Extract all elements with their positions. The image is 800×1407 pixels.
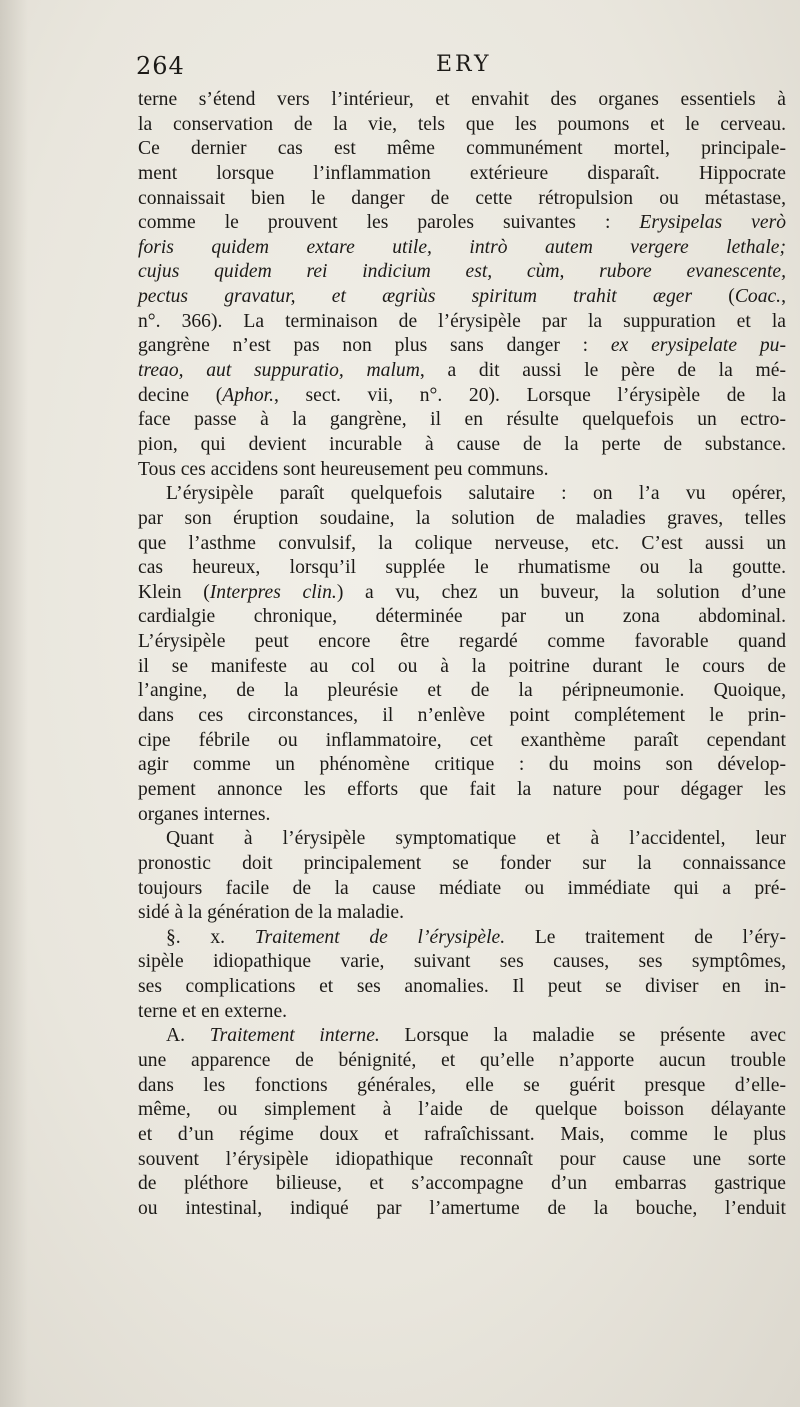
italic-text: treao, aut suppuratio, malum <box>138 360 420 382</box>
text-segment: Le traitement de l’éry- <box>505 926 786 948</box>
text-segment: ment lorsque l’inflammation extérieure disparaît. Hippocrate <box>138 162 786 184</box>
text-segment: que l’asthme convulsif, la colique nerveuse, etc. C’est aussi un <box>138 532 786 554</box>
text-segment: pement annonce les efforts que fait la nature pour dégager les <box>138 778 786 800</box>
text-segment: , sect. vii, n°. 20). Lorsque l’érysipèle de la <box>274 384 786 406</box>
text-segment: cipe fébrile ou inflammatoire, cet exanthème paraît cependant <box>138 729 786 751</box>
text-line <box>138 1123 786 1148</box>
text-segment: par son éruption soudaine, la solution de maladies graves, telles <box>138 507 786 529</box>
text-segment: Quant à l’érysipèle symptomatique et à l’accidentel, leur <box>166 828 786 850</box>
text-segment: decine ( <box>138 384 223 406</box>
text-segment: §. x. <box>166 926 255 948</box>
text-segment: terne s’étend vers l’intérieur, et envahit des organes essentiels à <box>138 89 786 110</box>
text-segment: Klein ( <box>138 581 210 603</box>
running-head: ERY <box>436 52 492 77</box>
text-line <box>138 162 786 187</box>
text-segment: ou intestinal, indiqué par l’amertume de la bouche, l’enduit <box>138 1197 786 1219</box>
text-segment: A. <box>166 1025 210 1047</box>
page-header <box>136 52 786 84</box>
text-segment: , <box>781 286 786 308</box>
text-line <box>138 729 786 754</box>
text-segment: la conservation de la vie, tels que les poumons et le cerveau. <box>138 113 786 135</box>
text-segment: dans les fonctions générales, elle se guérit presque d’elle- <box>138 1074 786 1096</box>
text-segment: terne et en externe. <box>138 1000 288 1022</box>
text-line <box>138 384 786 409</box>
text-line <box>138 877 786 902</box>
text-line <box>138 236 786 261</box>
text-segment: n°. 366). La terminaison de l’érysipèle par la suppuration et la <box>138 310 786 332</box>
page-gutter-shadow <box>0 0 28 1407</box>
text-segment: Ce dernier cas est même communément mortel, principale- <box>138 138 786 160</box>
text-segment: gangrène n’est pas non plus sans danger : <box>138 335 611 357</box>
text-segment: l’angine, de la pleurésie et de la péripneumonie. Quoique, <box>138 680 786 702</box>
text-segment: sipèle idiopathique varie, suivant ses causes, ses symptômes, <box>138 951 786 973</box>
text-line <box>138 605 786 630</box>
text-line <box>138 433 786 458</box>
text-segment: pion, qui devient incurable à cause de la perte de substance. <box>138 433 786 455</box>
body-text <box>138 88 786 1221</box>
text-segment: souvent l’érysipèle idiopathique reconnaît pour cause une sorte <box>138 1148 786 1170</box>
text-segment: dans ces circonstances, il n’enlève point complétement le prin- <box>138 705 786 727</box>
italic-text: Aphor. <box>222 384 275 406</box>
text-segment: agir comme un phénomène critique : du moins son dévelop- <box>138 754 786 776</box>
text-line <box>138 679 786 704</box>
text-segment: L’érysipèle peut encore être regardé comme favorable quand <box>138 631 786 653</box>
text-segment: cas heureux, lorsqu’il supplée le rhumatisme ou la goutte. <box>138 557 786 579</box>
text-line <box>138 113 786 138</box>
text-line <box>138 926 786 951</box>
text-segment: toujours facile de la cause médiate ou immédiate qui a pré- <box>138 877 786 899</box>
italic-text: pectus gravatur, et ægriùs spiritum trahit æger <box>138 286 693 308</box>
italic-text: Traitement interne. <box>209 1025 380 1047</box>
text-line <box>138 975 786 1000</box>
text-segment: cardialgie chronique, déterminée par un zona abdominal. <box>138 606 786 628</box>
italic-text: cujus quidem rei indicium est, cùm, rubore evanescente, <box>138 261 786 283</box>
text-line <box>138 753 786 778</box>
text-line <box>138 556 786 581</box>
text-line <box>138 187 786 212</box>
text-segment: connaissait bien le danger de cette rétropulsion ou métastase, <box>138 187 786 209</box>
text-line <box>138 1074 786 1099</box>
text-segment: pronostic doit principalement se fonder sur la connaissance <box>138 852 786 874</box>
text-segment: face passe à la gangrène, il en résulte quelquefois un ectro- <box>138 409 786 431</box>
italic-text: foris quidem extare utile, intrò autem vergere lethale; <box>138 236 786 258</box>
text-line <box>138 704 786 729</box>
text-line <box>138 507 786 532</box>
text-segment: une apparence de bénignité, et qu’elle n’apporte aucun trouble <box>138 1049 786 1071</box>
italic-text: Coac. <box>734 286 782 308</box>
text-segment: L’érysipèle paraît quelquefois salutaire : on l’a vu opérer, <box>166 483 786 505</box>
italic-text: Traitement de l’érysipèle. <box>254 926 506 948</box>
text-line <box>138 359 786 384</box>
text-line <box>138 1197 786 1222</box>
text-line <box>138 211 786 236</box>
text-line <box>138 458 786 483</box>
text-segment: Lorsque la maladie se présente avec <box>379 1025 786 1047</box>
text-line <box>138 581 786 606</box>
text-segment: il se manifeste au col ou à la poitrine durant le cours de <box>138 655 786 677</box>
text-segment: ses complications et ses anomalies. Il peut se diviser en in- <box>138 976 786 998</box>
text-segment: ) a vu, chez un buveur, la solution d’une <box>336 581 786 603</box>
text-line <box>138 532 786 557</box>
italic-text: ex erysipelate pu- <box>610 335 786 357</box>
text-line <box>138 901 786 926</box>
text-line <box>138 803 786 828</box>
text-line <box>138 852 786 877</box>
text-line <box>138 137 786 162</box>
text-line <box>138 827 786 852</box>
text-line <box>138 1148 786 1173</box>
text-line <box>138 1049 786 1074</box>
italic-text: Interpres clin. <box>209 581 337 603</box>
text-segment: ( <box>692 286 735 308</box>
text-segment: organes internes. <box>138 803 271 825</box>
text-line <box>138 1098 786 1123</box>
text-line <box>138 482 786 507</box>
text-line <box>138 285 786 310</box>
text-line <box>138 950 786 975</box>
text-line <box>138 310 786 335</box>
text-segment: Tous ces accidens sont heureusement peu communs. <box>138 458 549 480</box>
text-line <box>138 655 786 680</box>
text-line <box>138 408 786 433</box>
text-segment: même, ou simplement à l’aide de quelque boisson délayante <box>138 1099 786 1121</box>
text-line <box>138 88 786 113</box>
text-line <box>138 1024 786 1049</box>
text-segment: de pléthore bilieuse, et s’accompagne d’un embarras gastrique <box>138 1173 786 1195</box>
text-line <box>138 630 786 655</box>
text-segment: , a dit aussi le père de la mé- <box>419 360 787 382</box>
text-segment: sidé à la génération de la maladie. <box>138 902 405 924</box>
text-line <box>138 1172 786 1197</box>
text-line <box>138 778 786 803</box>
text-segment: et d’un régime doux et rafraîchissant. Mais, comme le plus <box>138 1123 786 1145</box>
italic-text: Erysipelas verò <box>639 212 786 234</box>
text-line <box>138 1000 786 1025</box>
text-segment: comme le prouvent les paroles suivantes : <box>138 212 640 234</box>
text-line <box>138 260 786 285</box>
text-line <box>138 334 786 359</box>
page-number: 264 <box>136 52 185 80</box>
